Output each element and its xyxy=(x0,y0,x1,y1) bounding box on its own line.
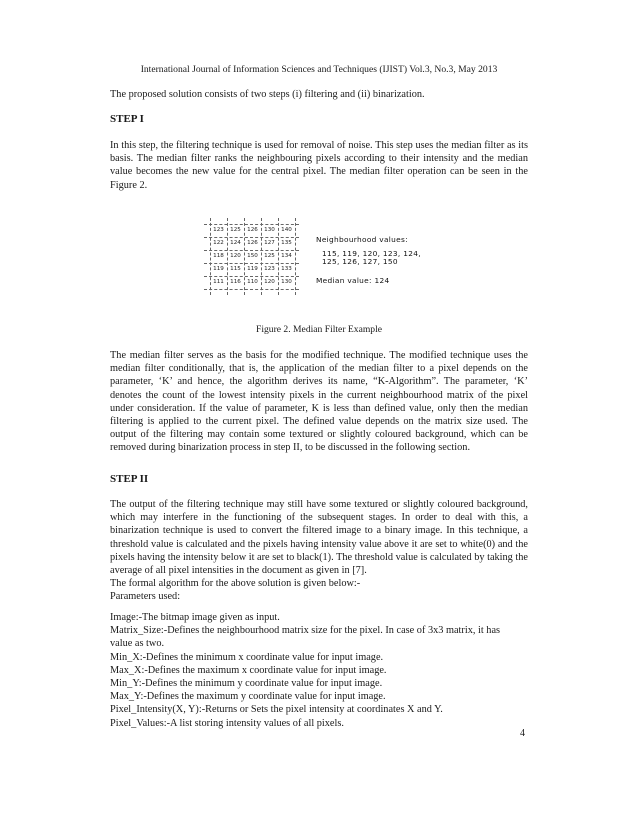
param-item: Min_X:-Defines the minimum x coordinate value for input image. xyxy=(110,651,384,663)
step1-heading: STEP I xyxy=(110,113,144,125)
figure-caption: Figure 2. Median Filter Example xyxy=(255,324,383,335)
grid-cell: 150 xyxy=(247,253,258,259)
grid-line xyxy=(204,237,299,238)
grid-cell: 123 xyxy=(264,266,275,272)
grid-cell: 119 xyxy=(247,266,258,272)
grid-cell: 140 xyxy=(281,227,292,233)
param-item: value as two. xyxy=(110,638,165,650)
grid-cell: 125 xyxy=(230,227,241,233)
grid-cell: 124 xyxy=(230,240,241,246)
grid-cell: 110 xyxy=(247,279,258,285)
k-algorithm-paragraph: The median filter serves as the basis for the modified technique. The modified technique uses the median filter conditionally, that is, the application of the median filter to a pixel depends on the parameter, ‘K’ and hence, the algorithm derives its name, “K-Algorithm”. The parameter, ‘K’ denotes the count of the lowest intensity pixels in the current neighbourhood matrix of the pixel under consideration. If the value of parameter, K is less than defined value, only then the median filtering is applied to the current pixel. The defined value depends on the matrix size used. The output of the filtering may contain some textured or slightly coloured background, which can be removed during binarization process in step II, to be discussed in the following section. xyxy=(110,350,528,454)
param-item: Max_X:-Defines the maximum x coordinate value for input image. xyxy=(110,664,387,676)
grid-cell: 134 xyxy=(281,253,292,259)
neighbourhood-values-line1: 115, 119, 120, 123, 124, xyxy=(322,249,421,258)
grid-line xyxy=(204,289,299,290)
grid-cell: 115 xyxy=(230,266,241,272)
grid-line xyxy=(204,250,299,251)
param-item: Min_Y:-Defines the minimum y coordinate value for input image. xyxy=(110,678,383,690)
grid-cell: 135 xyxy=(281,240,292,246)
median-value-label: Median value: 124 xyxy=(316,276,390,285)
grid-cell: 130 xyxy=(281,279,292,285)
param-item: Pixel_Intensity(X, Y):-Returns or Sets the pixel intensity at coordinates X and Y. xyxy=(110,704,443,716)
median-filter-figure xyxy=(202,216,442,306)
param-item: Max_Y:-Defines the maximum y coordinate value for input image. xyxy=(110,691,386,703)
step1-paragraph: In this step, the filtering technique is used for removal of noise. This step uses the median filter as its basis. The median filter ranks the neighbouring pixels according to their intensity and the median value becomes the new value for the central pixel. The median filter operation can be seen in the Figure 2. xyxy=(110,140,528,191)
neighbourhood-values-line2: 125, 126, 127, 150 xyxy=(322,257,398,266)
grid-cell: 125 xyxy=(264,253,275,259)
grid-cell: 118 xyxy=(213,253,224,259)
grid-cell: 119 xyxy=(213,266,224,272)
neighbourhood-label: Neighbourhood values: xyxy=(316,235,408,244)
grid-cell: 123 xyxy=(213,227,224,233)
grid-line xyxy=(244,218,245,295)
grid-line xyxy=(204,263,299,264)
intro-text: The proposed solution consists of two steps (i) filtering and (ii) binarization. xyxy=(110,89,425,100)
param-item: Pixel_Values:-A list storing intensity values of all pixels. xyxy=(110,717,344,729)
step2-paragraph: The output of the filtering technique may still have some textured or slightly coloured background, which may interfere in the functioning of the subsequent stages. In order to deal with this, a binarization technique is used to convert the filtered image to a binary image. In this technique, a threshold value is calculated and the pixels having intensity value above it are set to white(0) and the pixels having the intensity below it are set to black(1). The threshold value is calculated by taking the average of all pixel intensities in the document as given in [7]. xyxy=(110,499,528,577)
grid-cell: 133 xyxy=(281,266,292,272)
grid-line xyxy=(278,218,279,295)
grid-cell: 126 xyxy=(247,227,258,233)
grid-line xyxy=(261,218,262,295)
grid-cell: 127 xyxy=(264,240,275,246)
formal-algorithm-intro: The formal algorithm for the above solution is given below:- xyxy=(110,578,361,589)
grid-line xyxy=(210,218,211,295)
grid-line xyxy=(204,224,299,225)
page-number: 4 xyxy=(520,728,525,739)
running-header: International Journal of Information Sciences and Techniques (IJIST) Vol.3, No.3, May 2013 xyxy=(140,64,498,75)
grid-cell: 122 xyxy=(213,240,224,246)
grid-line xyxy=(204,276,299,277)
step2-heading: STEP II xyxy=(110,473,149,485)
param-item: Matrix_Size:-Defines the neighbourhood matrix size for the pixel. In case of 3x3 matrix, it has xyxy=(110,625,501,637)
grid-cell: 126 xyxy=(247,240,258,246)
grid-cell: 120 xyxy=(230,253,241,259)
grid-cell: 130 xyxy=(264,227,275,233)
param-item: Image:-The bitmap image given as input. xyxy=(110,612,280,623)
grid-cell: 120 xyxy=(264,279,275,285)
grid-line xyxy=(227,218,228,295)
grid-cell: 111 xyxy=(213,279,224,285)
grid-line xyxy=(295,218,296,295)
grid-cell: 116 xyxy=(230,279,241,285)
parameters-list xyxy=(110,611,528,730)
parameters-used-label: Parameters used: xyxy=(110,591,181,602)
